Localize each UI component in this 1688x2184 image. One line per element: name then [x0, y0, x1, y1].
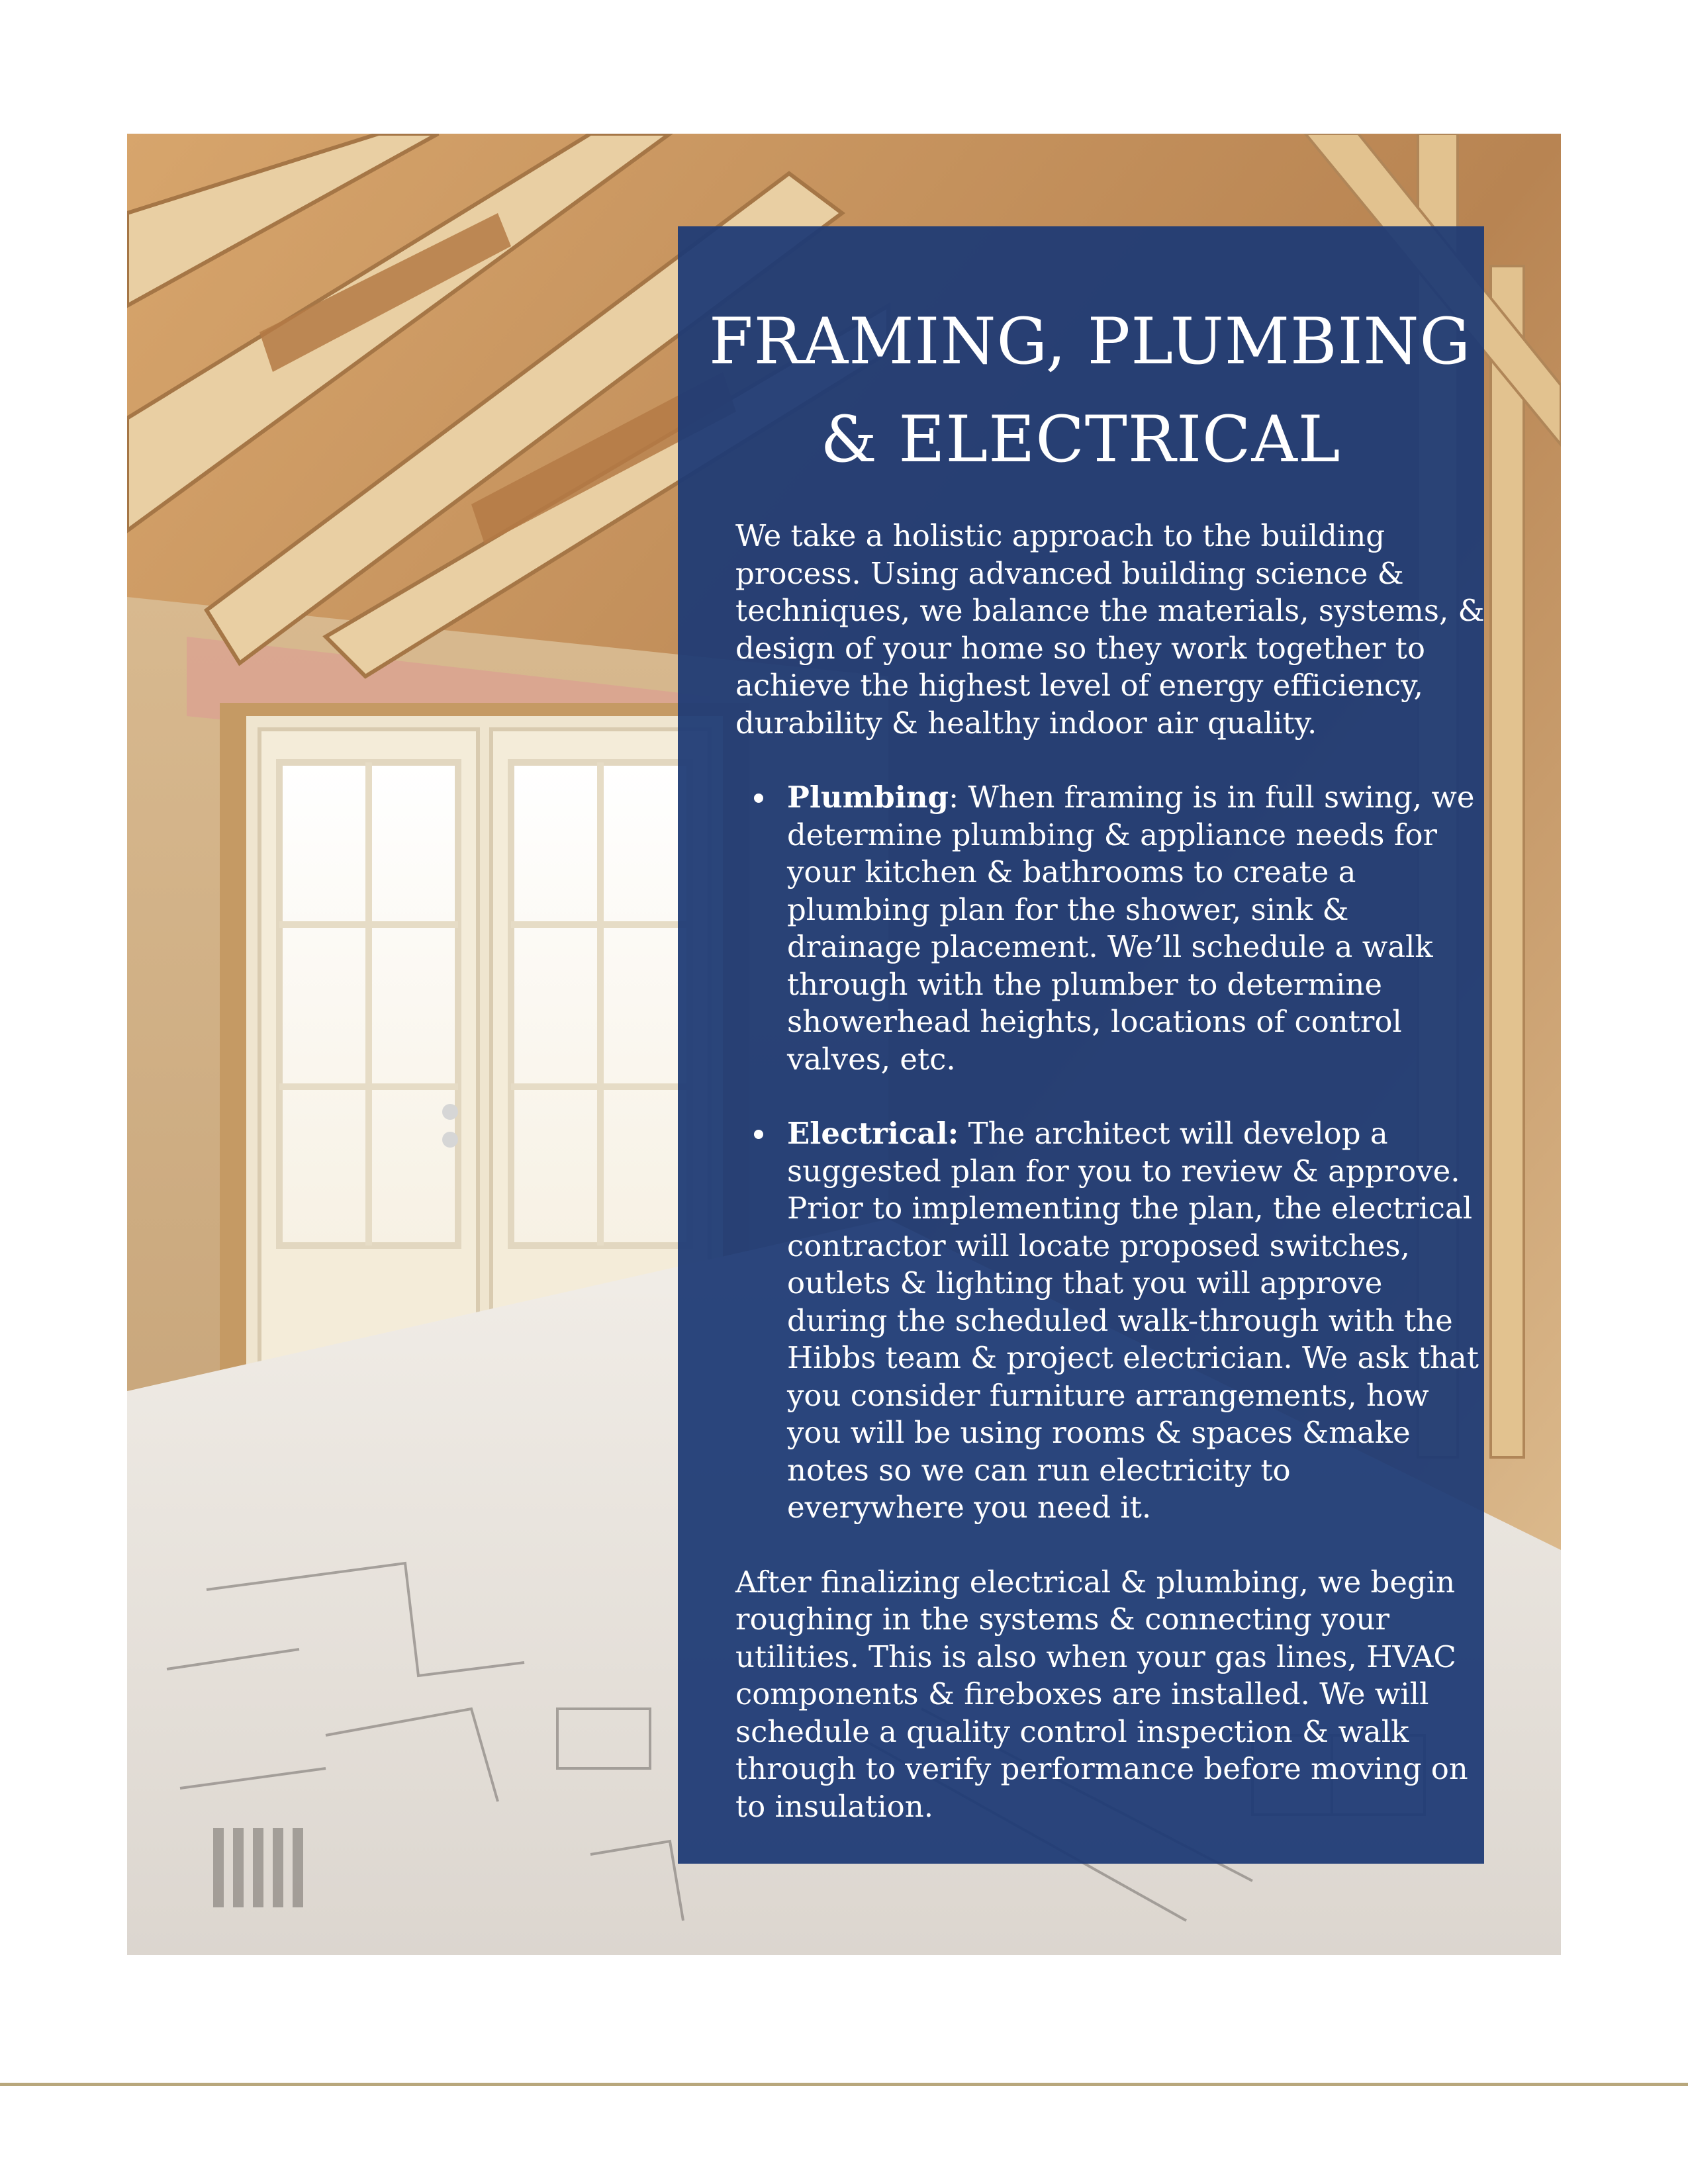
closing-line: utilities. This is also when your gas lines, HVAC: [735, 1639, 1456, 1674]
bullet-text: The architect will develop a: [959, 1116, 1388, 1151]
closing-line: to insulation.: [735, 1788, 934, 1824]
content-panel: [678, 226, 1484, 1864]
closing-line: schedule a quality control inspection & walk: [735, 1713, 1409, 1749]
title-line: FRAMING, PLUMBING: [709, 304, 1472, 379]
closing-line: After finalizing electrical & plumbing, we begin: [735, 1564, 1456, 1600]
bullet-lead: Plumbing: [787, 780, 949, 815]
intro-line: techniques, we balance the materials, systems, &: [735, 593, 1485, 628]
bullet-dot-icon: [754, 1130, 763, 1139]
bullet-line: Hibbs team & project electrician. We ask that: [787, 1340, 1479, 1375]
title-line: & ELECTRICAL: [820, 402, 1341, 477]
bullet-line: notes so we can run electricity to: [787, 1452, 1291, 1488]
bullet-line: [787, 779, 1475, 817]
page-title: [709, 293, 1472, 488]
bullet-line: plumbing plan for the shower, sink &: [787, 891, 1349, 927]
bullet-line: determine plumbing & appliance needs for: [787, 817, 1438, 852]
bullet-plumbing: [735, 779, 1475, 1078]
closing-line: roughing in the systems & connecting your: [735, 1602, 1389, 1637]
bullet-line: [787, 1115, 1426, 1153]
bullet-line: through with the plumber to determine: [787, 966, 1382, 1002]
bullet-line: contractor will locate proposed switches,: [787, 1228, 1410, 1263]
bullet-line: Prior to implementing the plan, the electrical: [787, 1191, 1473, 1226]
footer-rule: [0, 2083, 1688, 2086]
bullet-dot-icon: [754, 794, 763, 803]
intro-line: durability & healthy indoor air quality.: [735, 705, 1317, 741]
bullet-line: during the scheduled walk-through with the: [787, 1302, 1453, 1338]
bullet-text: : When framing is in full swing, we: [949, 780, 1475, 815]
bullet-lead: Electrical:: [787, 1116, 959, 1151]
closing-paragraph: [735, 1564, 1468, 1826]
bullet-line: you will be using rooms & spaces &make: [787, 1415, 1411, 1450]
bullet-line: valves, etc.: [787, 1041, 956, 1077]
intro-line: achieve the highest level of energy efficiency,: [735, 668, 1423, 703]
intro-line: We take a holistic approach to the building: [735, 518, 1385, 553]
intro-line: process. Using advanced building science &: [735, 555, 1404, 591]
intro-line: design of your home so they work together to: [735, 630, 1425, 666]
bullet-line: your kitchen & bathrooms to create a: [787, 854, 1356, 889]
bullet-electrical: [735, 1115, 1479, 1527]
bullet-line: everywhere you need it.: [787, 1490, 1152, 1525]
bullet-line: outlets & lighting that you will approve: [787, 1265, 1383, 1300]
closing-line: components & fireboxes are installed. We will: [735, 1676, 1429, 1711]
closing-line: through to verify performance before moving on: [735, 1751, 1468, 1786]
bullet-line: you consider furniture arrangements, how: [787, 1377, 1429, 1413]
intro-paragraph: [735, 518, 1485, 742]
bullet-line: showerhead heights, locations of control: [787, 1004, 1402, 1039]
bullet-line: suggested plan for you to review & approve.: [787, 1153, 1460, 1189]
bullet-list: [735, 779, 1479, 1527]
bullet-line: drainage placement. We’ll schedule a walk: [787, 929, 1433, 964]
